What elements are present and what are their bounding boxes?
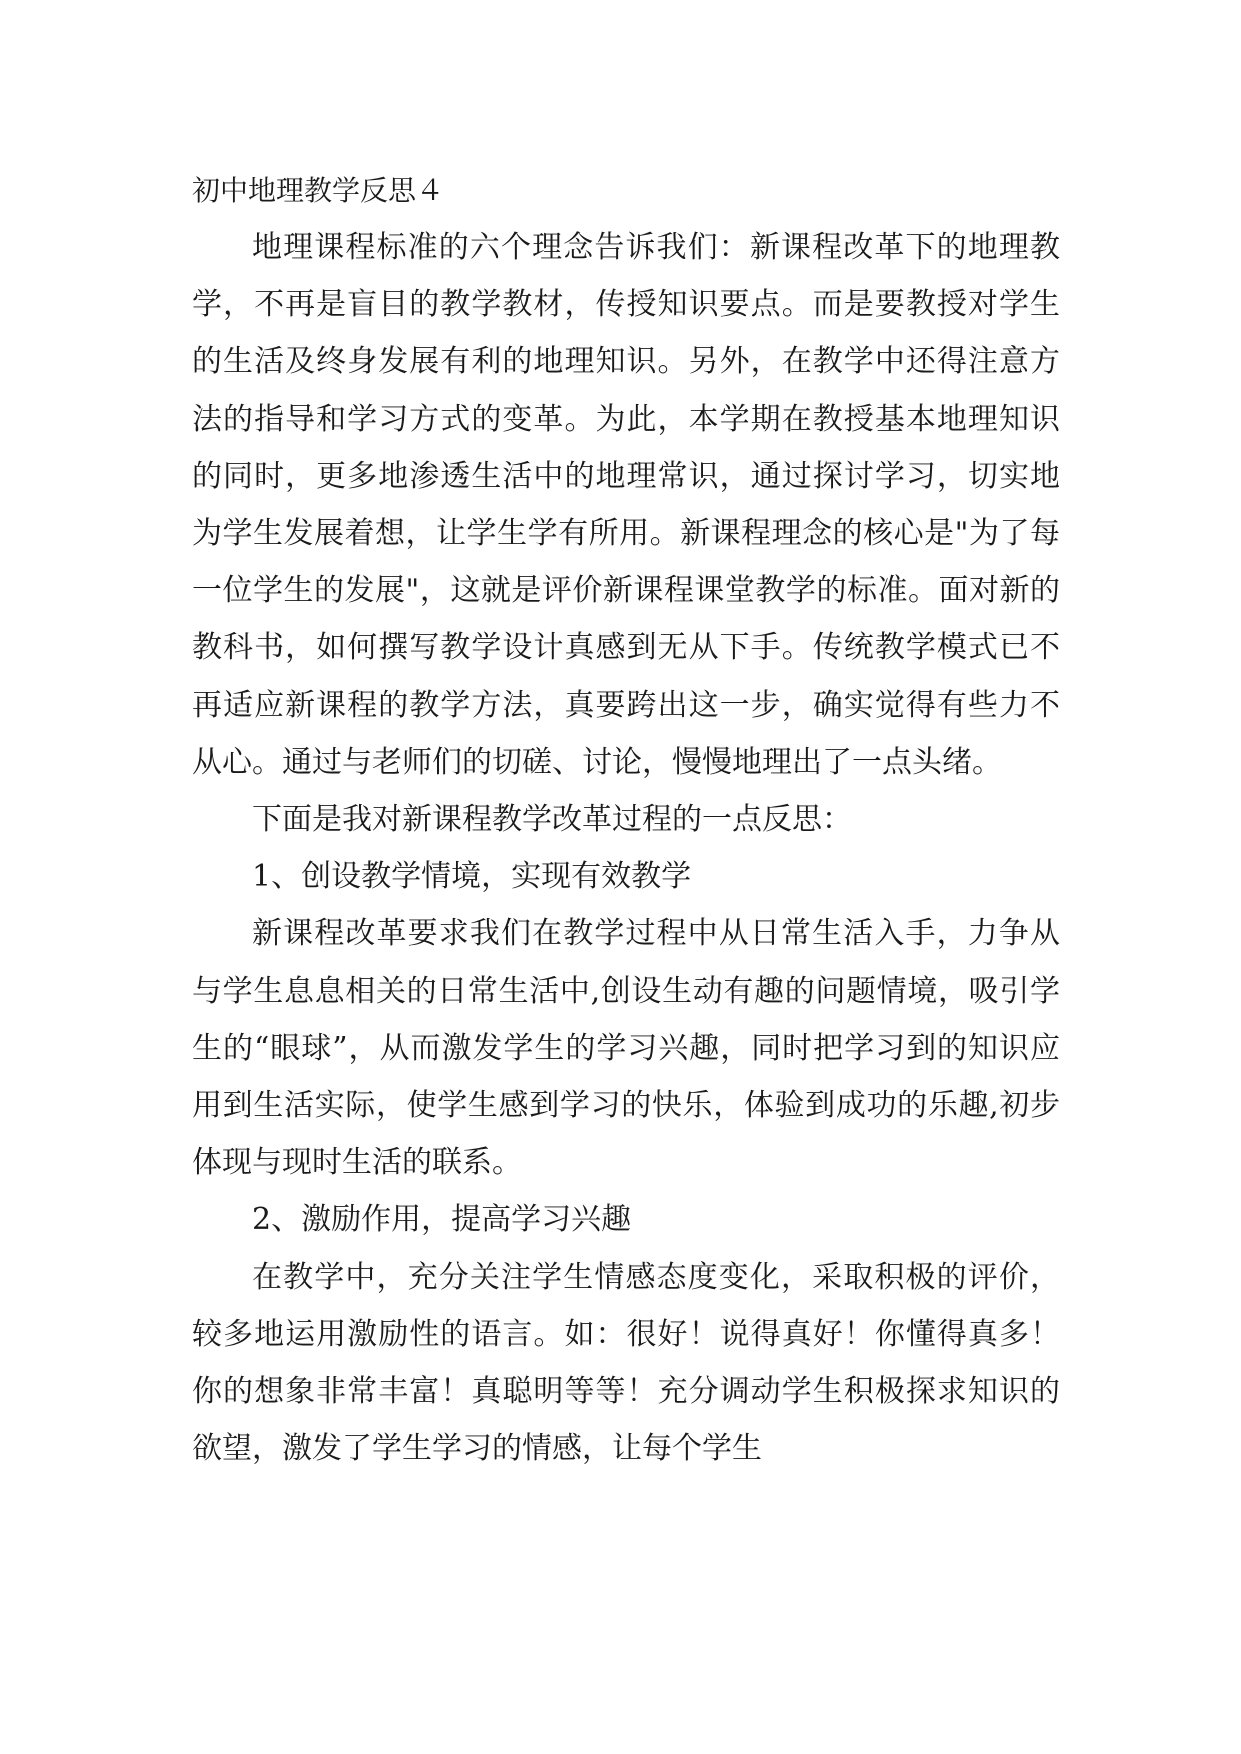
- section-body-1: 新课程改革要求我们在教学过程中从日常生活入手，力争从与学生息息相关的日常生活中,创设生动有趣的问题情境，吸引学生的“眼球”，从而激发学生的学习兴趣，同时把学习到的知识应用到生活实际，使学生感到学习的快乐，体验到成功的乐趣,初步体现与现时生活的联系。: [192, 916, 1060, 1181]
- section-heading-1: 1、创设教学情境，实现有效教学: [252, 859, 692, 895]
- section-heading-2: 2、激励作用，提高学习兴趣: [252, 1202, 632, 1238]
- paragraph-reflection-lead: 下面是我对新课程教学改革过程的一点反思：: [252, 802, 852, 838]
- section-body-2: 在教学中，充分关注学生情感态度变化，采取积极的评价，较多地运用激励性的语言。如：很好！说得真好！你懂得真多！你的想象非常丰富！真聪明等等！充分调动学生积极探求知识的欲望，激发了学生学习的情感，让每个学生: [192, 1259, 1060, 1467]
- paragraph-intro: 地理课程标准的六个理念告诉我们：新课程改革下的地理教学，不再是盲目的教学教材，传授知识要点。而是要教授对学生的生活及终身发展有利的地理知识。另外，在教学中还得注意方法的指导和学习方式的变革。为此，本学期在教授基本地理知识的同时，更多地渗透生活中的地理常识，通过探讨学习，切实地为学生发展着想，让学生学有所用。新课程理念的核心是"为了每一位学生的发展"，这就是评价新课程课堂教学的标准。面对新的教科书，如何撰写教学设计真感到无从下手。传统教学模式已不再适应新课程的教学方法，真要跨出这一步，确实觉得有些力不从心。通过与老师们的切磋、讨论，慢慢地理出了一点头绪。: [192, 230, 1060, 780]
- document-page: [192, 162, 1060, 1477]
- document-title: 初中地理教学反思４: [192, 174, 445, 207]
